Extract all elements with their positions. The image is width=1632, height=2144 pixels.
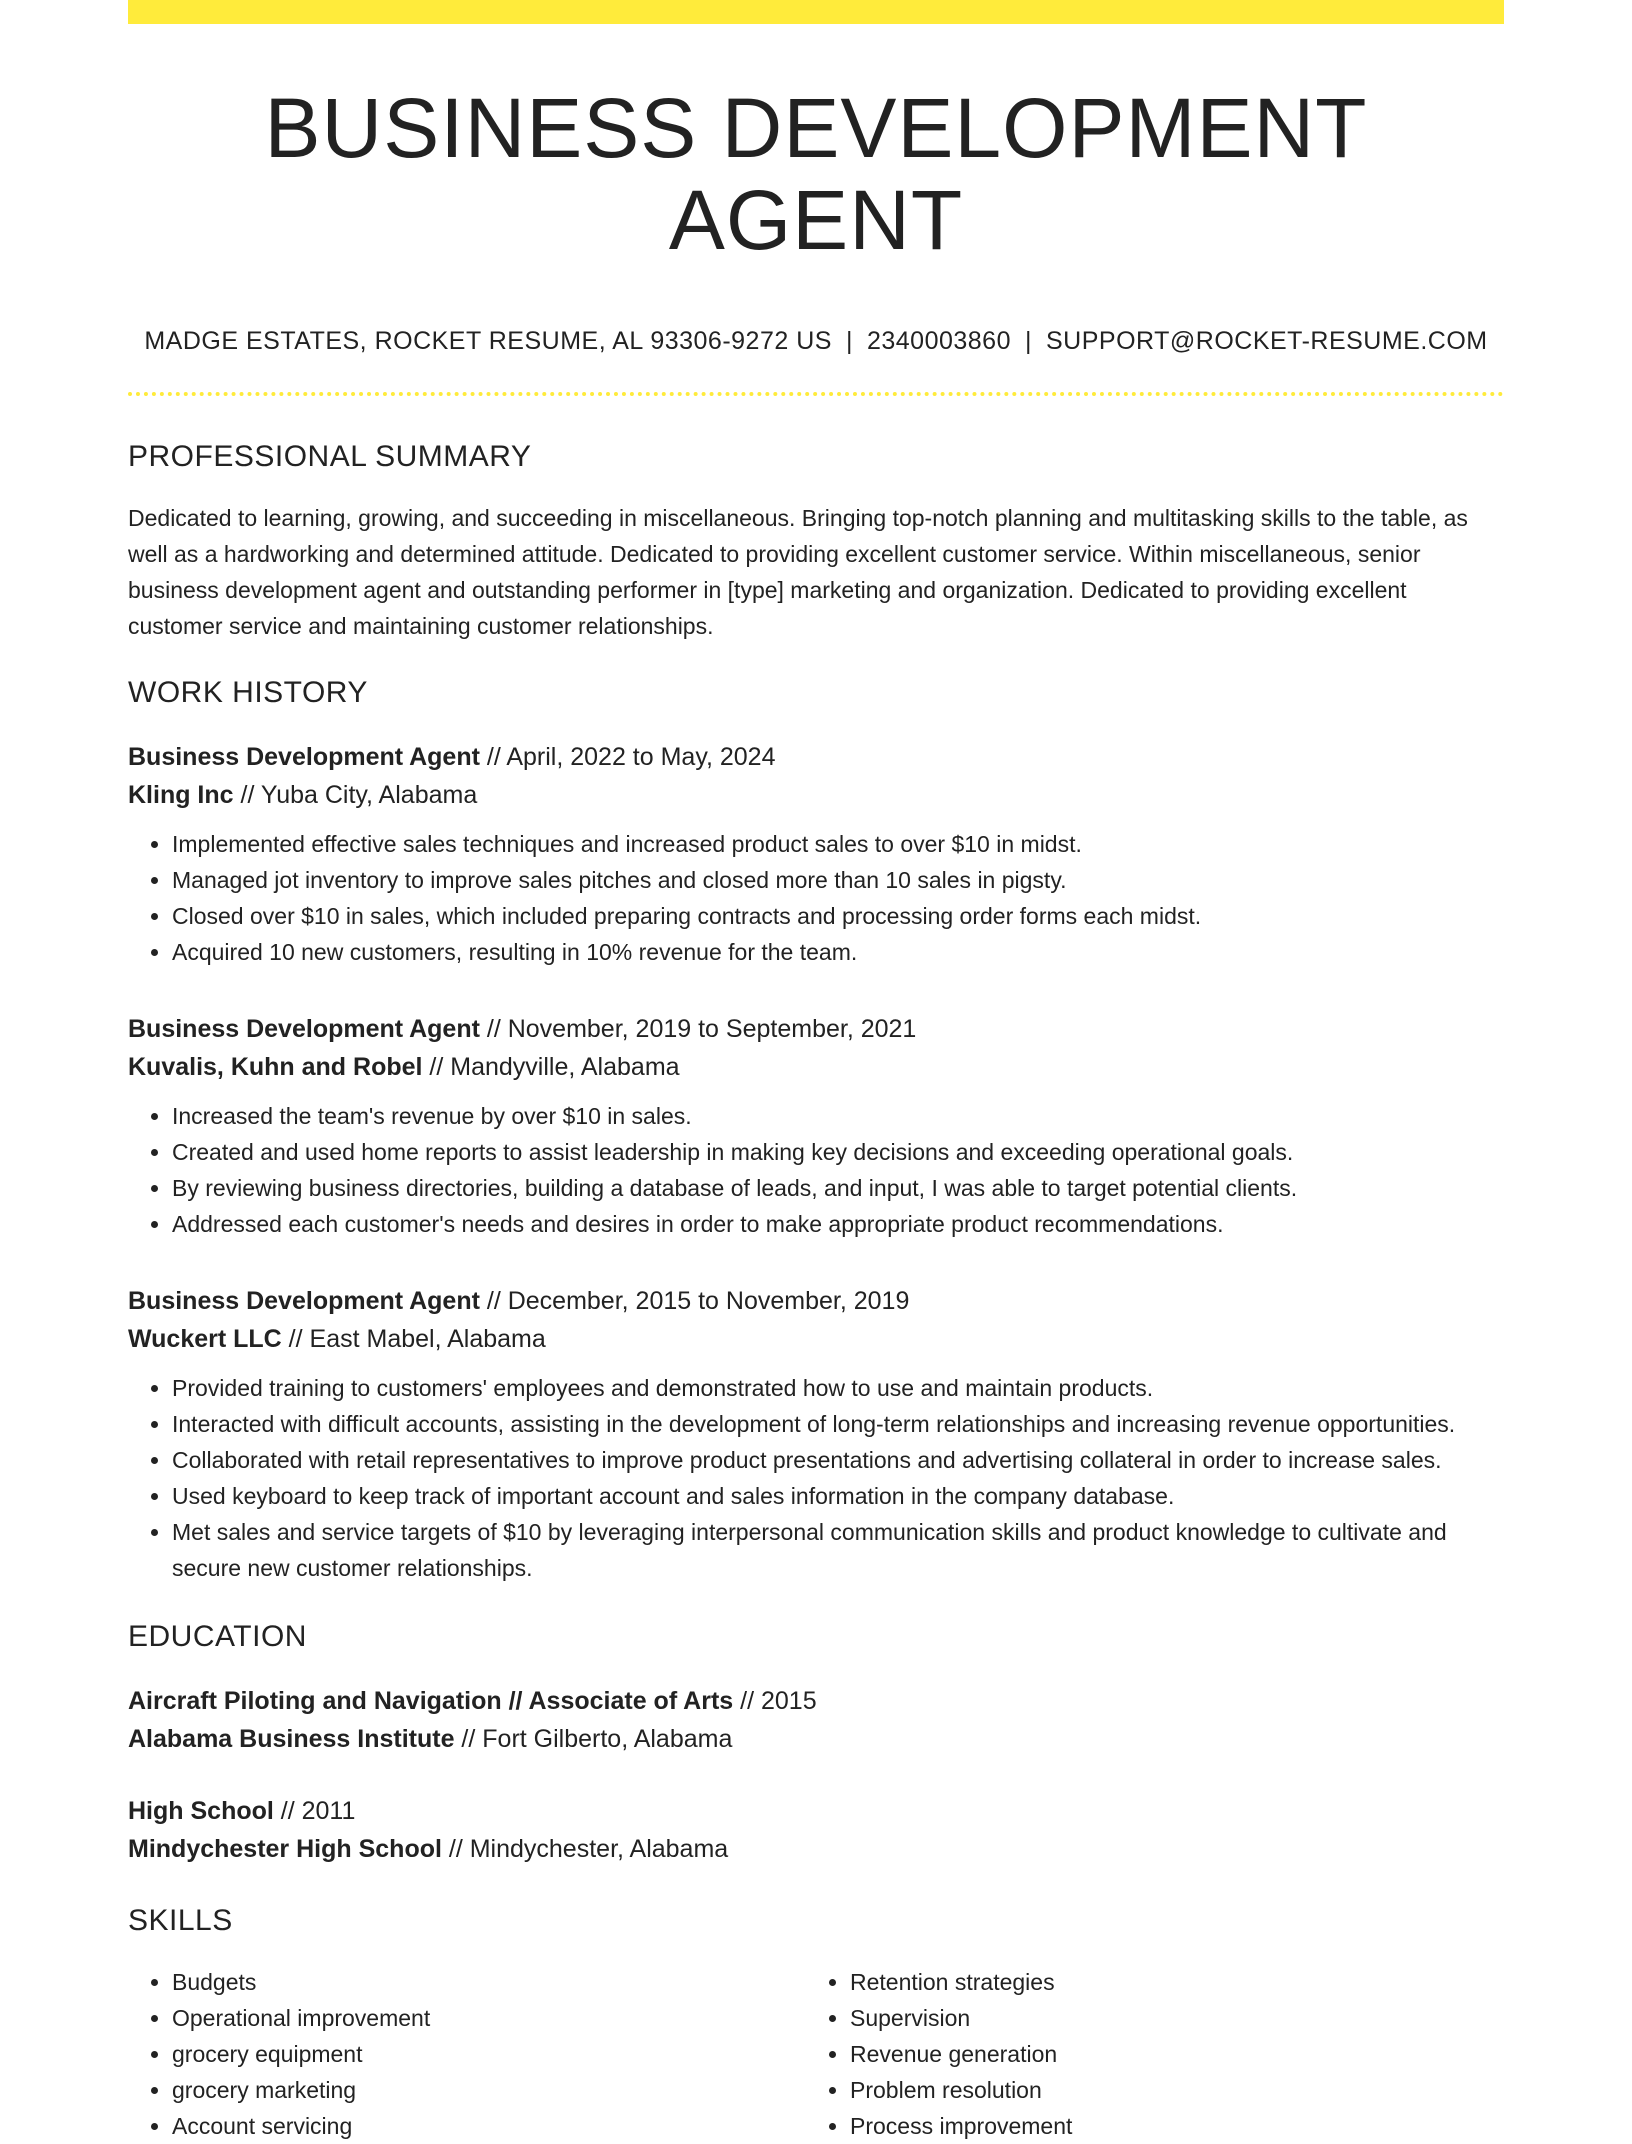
list-item: • Collaborated with retail representatives to improve product presentations and advertising collateral in order to increase sales. [172, 1442, 1504, 1478]
job-role: Business Development Agent [128, 1014, 480, 1043]
job-title-line [128, 1010, 1504, 1048]
resume-page [128, 0, 1504, 2144]
job-dates: // April, 2022 to May, 2024 [479, 742, 776, 771]
job-company-line [128, 1320, 1504, 1358]
education-school-line [128, 1720, 1504, 1758]
resume-name: BUSINESS DEVELOPMENT AGENT [264, 81, 1368, 268]
list-item: • grocery marketing [172, 2072, 806, 2108]
job-company: Kling Inc [128, 780, 234, 809]
job-company: Wuckert LLC [128, 1324, 282, 1353]
list-item: • Retention strategies [850, 1964, 1484, 2000]
education-location: // Fort Gilberto, Alabama [454, 1724, 733, 1753]
list-item: • Supervision [850, 2000, 1484, 2036]
contact-line [128, 327, 1504, 356]
job-company-line [128, 776, 1504, 814]
list-item: • Acquired 10 new customers, resulting in 10% revenue for the team. [172, 934, 1504, 970]
list-item: • Provided training to customers' employees and demonstrated how to use and maintain products. [172, 1370, 1504, 1406]
education-degree: Aircraft Piloting and Navigation // Associate of Arts [128, 1686, 734, 1715]
list-item: • Addressed each customer's needs and desires in order to make appropriate product recommendations. [172, 1206, 1504, 1242]
education-year: // 2015 [733, 1686, 817, 1715]
job-entry [128, 738, 1504, 970]
job-title-line [128, 738, 1504, 776]
job-dates: // December, 2015 to November, 2019 [479, 1286, 910, 1315]
job-dates: // November, 2019 to September, 2021 [479, 1014, 917, 1043]
job-location: // East Mabel, Alabama [281, 1324, 546, 1353]
education-heading: EDUCATION [128, 1619, 307, 1653]
job-location: // Yuba City, Alabama [233, 780, 478, 809]
job-entry [128, 1010, 1504, 1242]
list-item: • Met sales and service targets of $10 by leveraging interpersonal communication skills and product knowledge to cultivate and secure new customer relationships. [172, 1514, 1504, 1586]
list-item: • Managed jot inventory to improve sales pitches and closed more than 10 sales in pigsty. [172, 862, 1504, 898]
skills-list-left [128, 1964, 806, 2144]
list-item: • Revenue generation [850, 2036, 1484, 2072]
education-degree: High School [128, 1796, 274, 1825]
list-item: • Closed over $10 in sales, which included preparing contracts and processing order forms each midst. [172, 898, 1504, 934]
list-item: • Budgets [172, 1964, 806, 2000]
job-entry [128, 1282, 1504, 1586]
list-item: • Operational improvement [172, 2000, 806, 2036]
skills-heading: SKILLS [128, 1903, 233, 1937]
skills-list-right [806, 1964, 1484, 2144]
job-role: Business Development Agent [128, 742, 480, 771]
education-entry [128, 1682, 1504, 1758]
education-school-line [128, 1830, 1504, 1868]
list-item: • By reviewing business directories, building a database of leads, and input, I was able to target potential clients. [172, 1170, 1504, 1206]
list-item: • Interacted with difficult accounts, assisting in the development of long-term relationships and increasing revenue opportunities. [172, 1406, 1504, 1442]
job-bullets [128, 1370, 1504, 1586]
job-location: // Mandyville, Alabama [422, 1052, 680, 1081]
summary-heading: PROFESSIONAL SUMMARY [128, 439, 532, 473]
education-entry [128, 1792, 1504, 1868]
list-item: • grocery equipment [172, 2036, 806, 2072]
job-bullets [128, 826, 1504, 970]
contact-email: SUPPORT@ROCKET-RESUME.COM [1046, 326, 1488, 355]
dotted-divider [128, 392, 1504, 396]
education-degree-line [128, 1792, 1504, 1830]
contact-separator: | [1025, 326, 1032, 355]
accent-bar [128, 0, 1504, 24]
job-company-line [128, 1048, 1504, 1086]
education-year: // 2011 [273, 1796, 356, 1825]
education-school: Mindychester High School [128, 1834, 442, 1863]
job-bullets [128, 1098, 1504, 1242]
summary-text: Dedicated to learning, growing, and succeeding in miscellaneous. Bringing top-notch planning and multitasking skills to the table, as well as a hardworking and determined attitude. Dedicated to providing excellent customer service. Within miscellaneous, senior business development agent and outstanding performer in [type] marketing and organization. Dedicated to providing excellent customer service and maintaining customer relationships. [128, 504, 1468, 639]
list-item: • Process improvement [850, 2108, 1484, 2144]
education-location: // Mindychester, Alabama [441, 1834, 729, 1863]
contact-separator: | [845, 326, 853, 355]
list-item: • Used keyboard to keep track of important account and sales information in the company database. [172, 1478, 1504, 1514]
list-item: • Account servicing [172, 2108, 806, 2144]
list-item: • Problem resolution [850, 2072, 1484, 2108]
list-item: • Implemented effective sales techniques and increased product sales to over $10 in midst. [172, 826, 1504, 862]
education-degree-line [128, 1682, 1504, 1720]
job-company: Kuvalis, Kuhn and Robel [128, 1052, 423, 1081]
list-item: • Created and used home reports to assist leadership in making key decisions and exceeding operational goals. [172, 1134, 1504, 1170]
list-item: • Increased the team's revenue by over $10 in sales. [172, 1098, 1504, 1134]
work-history-heading: WORK HISTORY [128, 675, 368, 709]
job-title-line [128, 1282, 1504, 1320]
contact-phone: 2340003860 [866, 326, 1011, 355]
contact-address: MADGE ESTATES, ROCKET RESUME, AL 93306-9272 US [144, 326, 832, 355]
skills-columns [128, 1964, 1504, 2144]
education-school: Alabama Business Institute [128, 1724, 455, 1753]
job-role: Business Development Agent [128, 1286, 480, 1315]
